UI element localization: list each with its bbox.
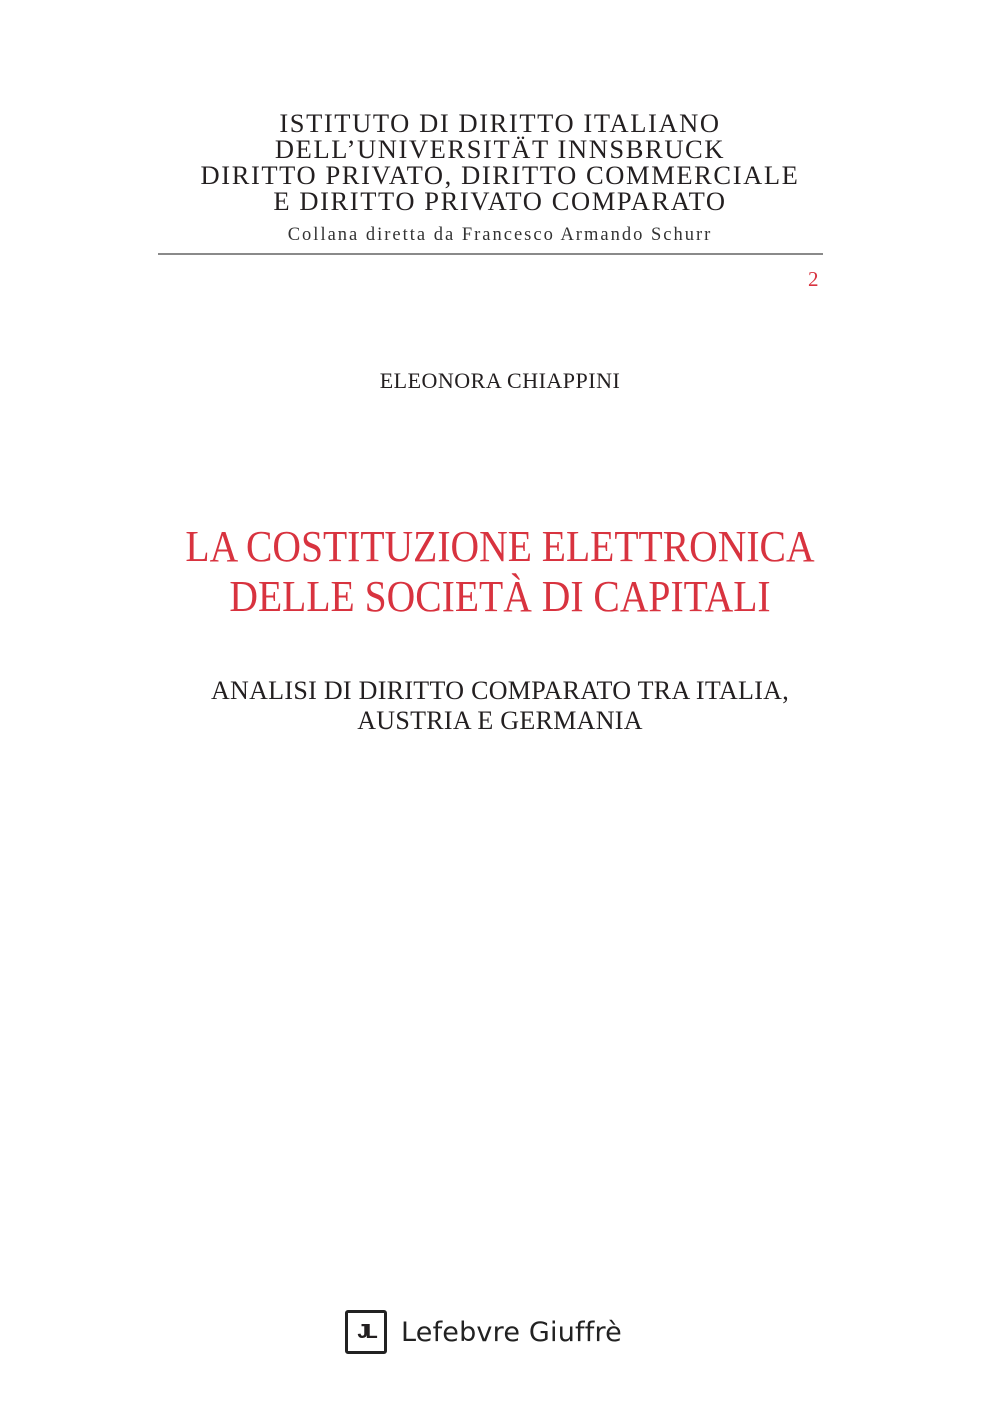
series-editor: Collana diretta da Francesco Armando Schurr: [287, 225, 713, 245]
series-line: ISTITUTO DI DIRITTO ITALIANO: [279, 108, 721, 138]
header-divider: [158, 253, 823, 255]
publisher-logo: [345, 1310, 622, 1354]
subtitle-line: AUSTRIA E GERMANIA: [357, 706, 643, 735]
title-line: LA COSTITUZIONE ELETTRONICA: [185, 522, 815, 571]
title-line: DELLE SOCIETÀ DI CAPITALI: [229, 572, 771, 621]
author: ELEONORA CHIAPPINI: [379, 368, 621, 393]
series-line: E DIRITTO PRIVATO COMPARATO: [273, 186, 727, 216]
series-institute: [0, 110, 1000, 214]
series-line: DELL’UNIVERSITÄT INNSBRUCK: [274, 134, 726, 164]
publisher-name: Lefebvre Giuffrè: [401, 1316, 622, 1348]
book-subtitle: [0, 676, 1000, 736]
series-line: DIRITTO PRIVATO, DIRITTO COMMERCIALE: [200, 160, 800, 190]
volume-number: 2: [808, 267, 819, 291]
publisher-mark-icon: JL: [345, 1310, 387, 1354]
subtitle-line: ANALISI DI DIRITTO COMPARATO TRA ITALIA,: [210, 676, 790, 705]
book-title: [50, 522, 950, 622]
